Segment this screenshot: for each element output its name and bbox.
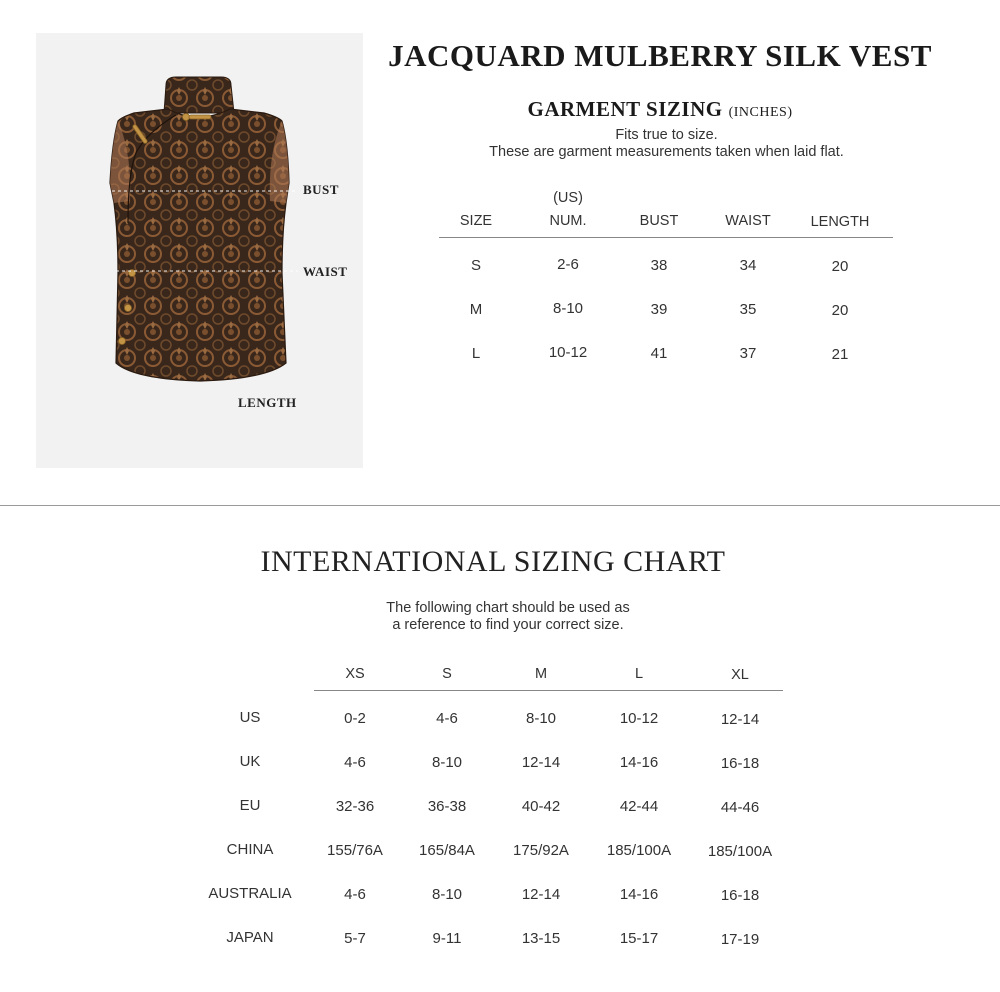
table-cell: 20 bbox=[831, 258, 849, 275]
international-note-1: The following chart should be used as bbox=[386, 600, 630, 616]
intl-cell: 4-6 bbox=[344, 754, 366, 771]
intl-col-header: S bbox=[442, 666, 452, 682]
intl-cell: 12-14 bbox=[720, 711, 760, 728]
col-header: SIZE bbox=[459, 213, 493, 229]
col-header: NUM. bbox=[549, 213, 587, 229]
region-label: CHINA bbox=[226, 841, 274, 858]
intl-cell: 4-6 bbox=[344, 886, 366, 903]
col-header: LENGTH bbox=[810, 214, 870, 230]
intl-cell: 165/84A bbox=[419, 842, 475, 859]
intl-cell: 42-44 bbox=[619, 798, 659, 815]
intl-cell: 0-2 bbox=[344, 710, 366, 727]
table-cell: 8-10 bbox=[552, 300, 584, 317]
intl-col-header: L bbox=[634, 666, 644, 682]
garment-sizing-heading bbox=[380, 97, 940, 122]
intl-cell: 4-6 bbox=[436, 710, 458, 727]
intl-col-header: M bbox=[534, 666, 548, 682]
intl-cell: 155/76A bbox=[327, 842, 383, 859]
intl-cell: 16-18 bbox=[720, 887, 760, 904]
vest-illustration bbox=[36, 33, 363, 468]
col-header: WAIST bbox=[725, 213, 771, 229]
garment-sizing-title: GARMENT SIZING bbox=[527, 97, 723, 121]
product-photo bbox=[36, 33, 363, 468]
region-label: JAPAN bbox=[226, 929, 274, 946]
table-cell: 38 bbox=[650, 257, 668, 274]
table-cell: 37 bbox=[739, 345, 757, 362]
table-cell: S bbox=[470, 257, 481, 274]
intl-cell: 12-14 bbox=[521, 754, 561, 771]
garment-note-2: These are garment measurements taken when laid flat. bbox=[489, 144, 844, 160]
table-cell: 10-12 bbox=[548, 344, 588, 361]
table-cell: M bbox=[469, 301, 483, 318]
length-label: LENGTH bbox=[238, 395, 297, 410]
intl-cell: 10-12 bbox=[619, 710, 659, 727]
intl-cell: 185/100A bbox=[606, 842, 672, 859]
table-cell: 39 bbox=[650, 301, 668, 318]
garment-note-1: Fits true to size. bbox=[615, 127, 718, 143]
garment-sizing-unit: (INCHES) bbox=[728, 105, 793, 120]
table-rule bbox=[439, 237, 893, 238]
intl-cell: 15-17 bbox=[619, 930, 659, 947]
region-label: UK bbox=[239, 753, 261, 770]
table-cell: 34 bbox=[739, 257, 757, 274]
table-cell: 35 bbox=[739, 301, 757, 318]
intl-cell: 5-7 bbox=[344, 930, 366, 947]
intl-cell: 36-38 bbox=[427, 798, 467, 815]
region-label: EU bbox=[239, 797, 261, 814]
intl-cell: 32-36 bbox=[335, 798, 375, 815]
intl-cell: 8-10 bbox=[525, 710, 557, 727]
international-heading: INTERNATIONAL SIZING CHART bbox=[260, 545, 726, 578]
bust-label: BUST bbox=[303, 182, 339, 197]
intl-cell: 185/100A bbox=[707, 843, 773, 860]
us-prefix: (US) bbox=[553, 190, 583, 206]
intl-cell: 8-10 bbox=[431, 886, 463, 903]
table-cell: 2-6 bbox=[557, 256, 579, 273]
intl-table-rule bbox=[314, 690, 783, 691]
intl-cell: 14-16 bbox=[619, 754, 659, 771]
region-label: AUSTRALIA bbox=[208, 885, 292, 902]
intl-cell: 40-42 bbox=[521, 798, 561, 815]
product-title: JACQUARD MULBERRY SILK VEST bbox=[388, 38, 932, 73]
intl-col-header: XS bbox=[345, 666, 365, 682]
intl-cell: 44-46 bbox=[720, 799, 760, 816]
section-divider bbox=[0, 505, 1000, 506]
intl-cell: 17-19 bbox=[720, 931, 760, 948]
col-header: BUST bbox=[639, 213, 679, 229]
intl-cell: 8-10 bbox=[431, 754, 463, 771]
intl-cell: 16-18 bbox=[720, 755, 760, 772]
intl-cell: 9-11 bbox=[432, 930, 462, 947]
international-note-2: a reference to find your correct size. bbox=[392, 617, 624, 633]
intl-col-header: XL bbox=[731, 667, 749, 683]
intl-cell: 13-15 bbox=[521, 930, 561, 947]
table-cell: 21 bbox=[831, 346, 849, 363]
intl-cell: 175/92A bbox=[513, 842, 569, 859]
waist-label: WAIST bbox=[303, 264, 348, 279]
intl-cell: 14-16 bbox=[619, 886, 659, 903]
table-cell: 41 bbox=[650, 345, 668, 362]
intl-cell: 12-14 bbox=[521, 886, 561, 903]
table-cell: L bbox=[471, 345, 481, 362]
table-cell: 20 bbox=[831, 302, 849, 319]
region-label: US bbox=[239, 709, 261, 726]
